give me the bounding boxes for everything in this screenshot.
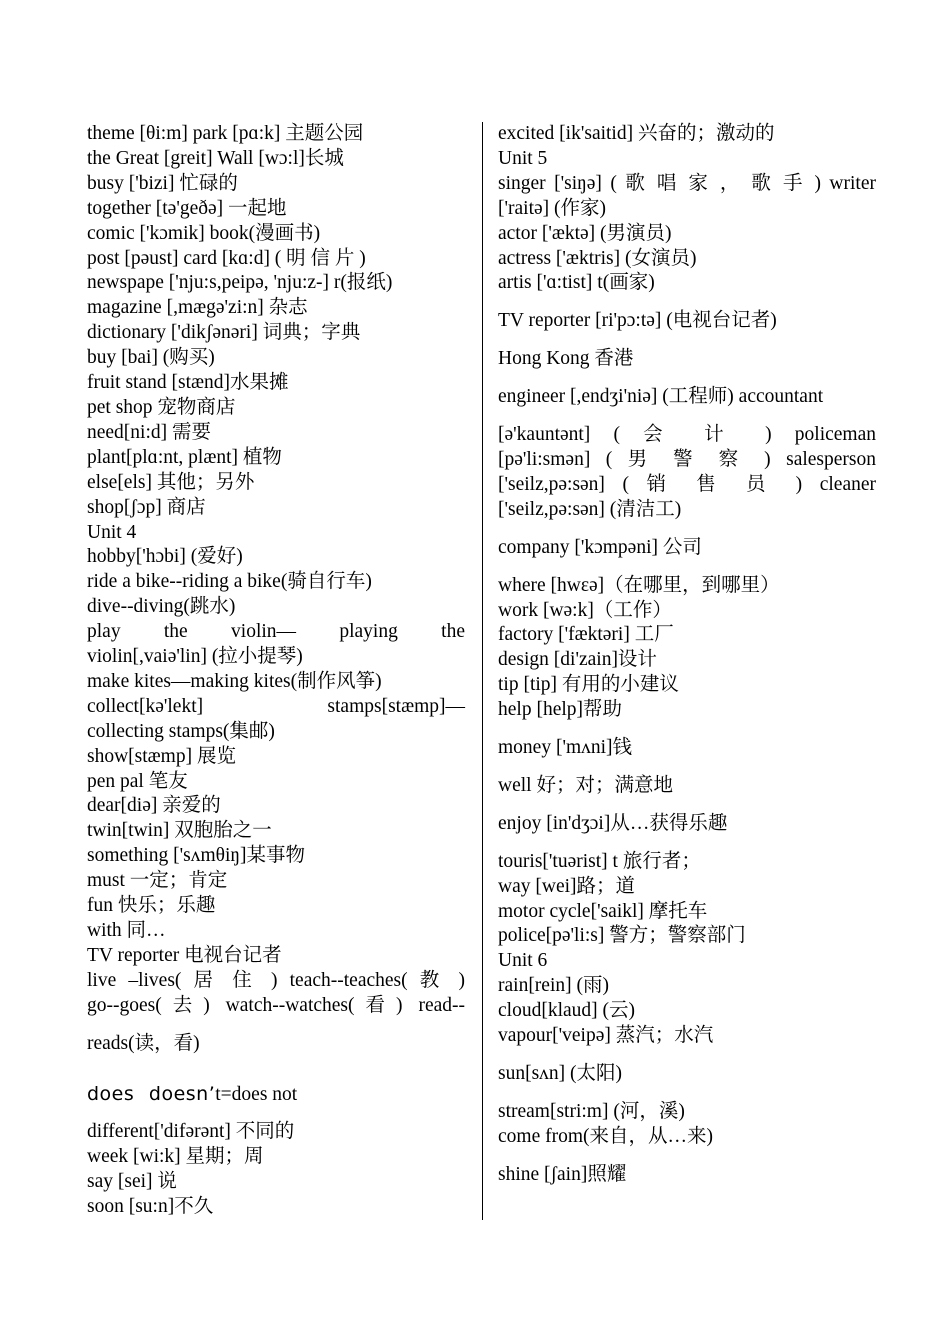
vocab-line: week [wi:k] 星期；周: [87, 1146, 264, 1168]
vocab-line: help [help]帮助: [498, 699, 623, 721]
vocab-line: plant[plɑ:nt, plænt] 植物: [87, 446, 282, 468]
unit-heading: Unit 4: [87, 521, 137, 543]
vocab-line: company ['kɔmpəni] 公司: [498, 536, 702, 558]
vocab-line: comic ['kɔmik] book(漫画书): [87, 222, 321, 244]
vocab-line: together [tə'geðə] 一起地: [87, 197, 287, 219]
vocab-line: go--goes(去) watch--watches(看) read--: [87, 994, 465, 1016]
vocab-line: where [hwɛə]（在哪里，到哪里）: [498, 574, 780, 596]
vocab-line: police[pə'li:s] 警方；警察部门: [498, 925, 746, 947]
vocab-line: pet shop 宠物商店: [87, 396, 236, 418]
unit-heading: Unit 6: [498, 950, 548, 972]
vocab-line: sun[sʌn] (太阳): [498, 1063, 623, 1084]
vocab-line: TV reporter [ri'pɔ:tə] (电视台记者): [498, 310, 777, 332]
vocab-line: rain[rein] (雨): [498, 975, 609, 997]
vocab-line: factory ['fæktəri] 工厂: [498, 624, 674, 646]
vocab-line: ['seilz,pə:sən] (清洁工): [498, 498, 682, 520]
vocab-line: busy ['bizi] 忙碌的: [87, 172, 238, 194]
vocab-line: touris['tuərist] t 旅行者；: [498, 850, 701, 872]
left-column: [87, 122, 465, 1220]
vocab-line: the Great [greit] Wall [wɔ:l]长城: [87, 147, 344, 169]
vocab-line: ride a bike--riding a bike(骑自行车): [87, 571, 372, 593]
vocab-line: reads(读，看): [87, 1032, 200, 1054]
vocab-line: with 同…: [87, 920, 166, 941]
vocab-line: newspape ['nju:s,peipə, 'nju:z-] r(报纸): [87, 272, 393, 294]
vocab-line: ['seilz,pə:sən] ( 销 售 员 ) cleaner: [498, 473, 876, 495]
column-divider: [482, 122, 483, 1220]
vocab-line: say [sei] 说: [87, 1171, 177, 1193]
vocab-line: stream[stri:m] (河，溪): [498, 1100, 685, 1122]
vocab-line: twin[twin] 双胞胎之一: [87, 820, 272, 842]
vocab-line: hobby['hɔbi] (爱好): [87, 546, 243, 568]
vocab-line: fruit stand [stænd]水果摊: [87, 372, 289, 394]
vocab-line: actress ['æktris] (女演员): [498, 247, 697, 269]
vocab-line: violin[,vaiə'lin] (拉小提琴): [87, 646, 303, 668]
vocab-line: money ['mʌni]钱: [498, 737, 633, 759]
vocab-line: else[els] 其他；另外: [87, 471, 255, 493]
vocab-line: soon [su:n]不久: [87, 1196, 214, 1218]
vocab-line: dear[diə] 亲爱的: [87, 795, 221, 817]
vocab-line: excited [ik'saitid] 兴奋的；激动的: [498, 123, 775, 144]
vocab-line: theme [θi:m] park [pɑ:k] 主题公园: [87, 123, 364, 144]
vocab-line: make kites—making kites(制作风筝): [87, 670, 382, 692]
vocab-line: [pə'li:smən] ( 男 警 察 ) salesperson: [498, 448, 876, 470]
vocab-line: shop[ʃɔp] 商店: [87, 496, 206, 518]
vocab-line: Hong Kong 香港: [498, 348, 634, 370]
vocab-line: cloud[klaud] (云): [498, 1000, 635, 1022]
vocab-line: actor ['æktə] (男演员): [498, 222, 672, 244]
vocab-line: magazine [,mægə'zi:n] 杂志: [87, 297, 308, 319]
vocab-line: fun 快乐；乐趣: [87, 895, 216, 917]
vocab-line: way [wei]路；道: [498, 875, 636, 897]
doesnt-word: doesn’: [148, 1082, 216, 1105]
vocab-line: pen pal 笔友: [87, 770, 188, 792]
vocab-line: ['raitə] (作家): [498, 197, 607, 219]
vocab-line: play the violin— playing the: [87, 621, 465, 643]
vocab-line: come from(来自，从…来): [498, 1125, 713, 1147]
vocab-line: different['difərənt] 不同的: [87, 1121, 295, 1143]
vocab-line: tip [tip] 有用的小建议: [498, 674, 679, 696]
vocab-line: [ə'kauntənt] ( 会 计 ) policeman: [498, 424, 876, 446]
vocab-line: dictionary ['dikʃənəri] 词典；字典: [87, 322, 361, 344]
vocab-line: vapour['veipə] 蒸汽；水汽: [498, 1025, 714, 1047]
vocab-line: dive--diving(跳水): [87, 596, 236, 618]
vocab-line: collecting stamps(集邮): [87, 720, 275, 742]
vocab-line: collect[kə'lekt] stamps[stæmp]—: [87, 695, 465, 717]
vocab-line: post [pəust] card [kɑ:d] ( 明 信 片 ): [87, 247, 366, 269]
vocab-line: live –lives( 居 住 ) teach--teaches( 教 ): [87, 969, 465, 991]
right-column: [498, 122, 876, 1188]
vocab-line: artis ['ɑ:tist] t(画家): [498, 272, 655, 294]
vocab-line: singer ['siŋə] ( 歌 唱 家 ， 歌 手 ) writer: [498, 172, 876, 194]
unit-heading: Unit 5: [498, 147, 548, 169]
does-not-text: t=does not: [215, 1083, 298, 1105]
vocab-line: shine [ʃain]照耀: [498, 1163, 627, 1185]
vocab-line: must 一定；肯定: [87, 870, 228, 892]
vocab-line: show[stæmp] 展览: [87, 745, 236, 767]
vocab-line: [87, 1082, 465, 1108]
vocab-line: well 好；对；满意地: [498, 774, 673, 796]
vocab-line: buy [bai] (购买): [87, 347, 215, 369]
does-word: does: [87, 1082, 135, 1105]
vocab-line: design [di'zain]设计: [498, 649, 657, 671]
vocab-line: engineer [,endʒi'niə] (工程师) accountant: [498, 386, 824, 408]
vocab-line: work [wə:k]（工作）: [498, 599, 672, 621]
vocab-line: TV reporter 电视台记者: [87, 944, 282, 966]
vocab-line: motor cycle['saikl] 摩托车: [498, 900, 708, 922]
vocab-line: need[ni:d] 需要: [87, 421, 212, 443]
vocab-line: something ['sʌmθiŋ]某事物: [87, 845, 306, 867]
vocab-line: enjoy [in'dʒɔi]从…获得乐趣: [498, 812, 728, 834]
